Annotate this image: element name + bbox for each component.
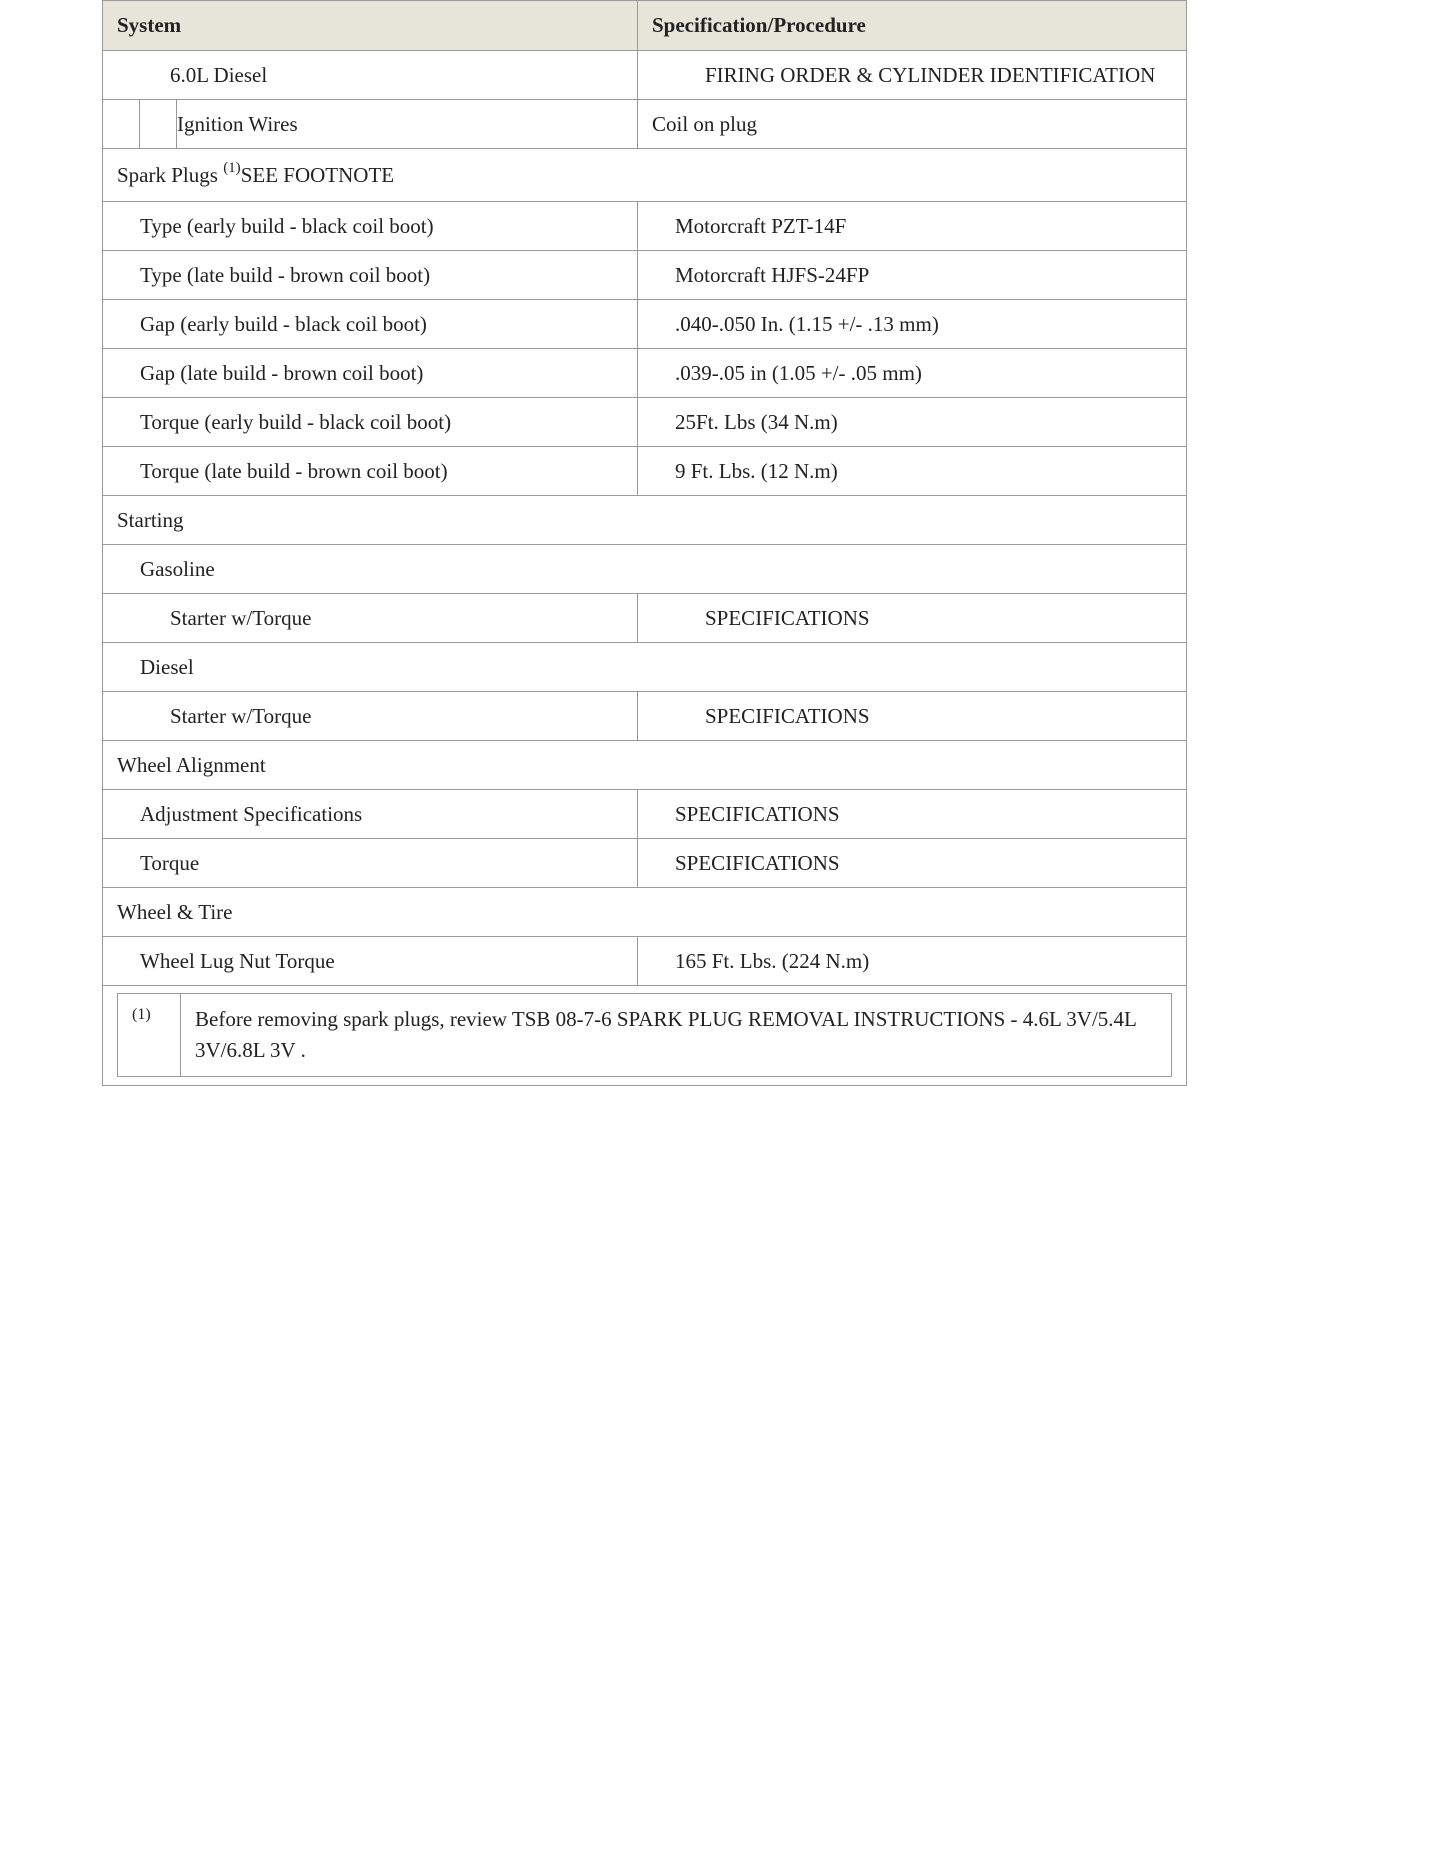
section-row: [103, 149, 1187, 202]
subsection-row: [103, 643, 1187, 692]
system-cell: 6.0L Diesel: [103, 51, 638, 100]
table-row: [103, 349, 1187, 398]
link-firing-order[interactable]: FIRING ORDER & CYLINDER IDENTIFICATION: [638, 51, 1187, 100]
table-row: [103, 251, 1187, 300]
section-label: Spark Plugs: [117, 162, 224, 187]
spec-cell: 165 Ft. Lbs. (224 N.m): [638, 937, 1187, 986]
table-row: [103, 202, 1187, 251]
system-cell: Starter w/Torque: [103, 692, 638, 741]
link-diesel-starter-specifications[interactable]: SPECIFICATIONS: [638, 692, 1187, 741]
indent-spacer: [103, 100, 140, 148]
system-cell: Starter w/Torque: [103, 594, 638, 643]
system-cell: Torque (early build - black coil boot): [103, 398, 638, 447]
header-system: System: [103, 1, 638, 51]
table-row: [103, 839, 1187, 888]
section-row: [103, 496, 1187, 545]
subsection-row: [103, 545, 1187, 594]
footnote-number: (1): [118, 994, 181, 1077]
table-row: [103, 51, 1187, 100]
footnote-table: [117, 993, 1172, 1077]
header-specification: Specification/Procedure: [638, 1, 1187, 51]
specifications-table: [102, 0, 1187, 1086]
footnote-reference[interactable]: (1): [223, 159, 241, 176]
system-cell: Adjustment Specifications: [103, 790, 638, 839]
spec-cell: Motorcraft HJFS-24FP: [638, 251, 1187, 300]
spec-cell: 25Ft. Lbs (34 N.m): [638, 398, 1187, 447]
table-row: [103, 692, 1187, 741]
link-gasoline-starter-specifications[interactable]: SPECIFICATIONS: [638, 594, 1187, 643]
spec-cell: .039-.05 in (1.05 +/- .05 mm): [638, 349, 1187, 398]
table-row: [103, 594, 1187, 643]
table-row: [103, 937, 1187, 986]
spec-cell: 9 Ft. Lbs. (12 N.m): [638, 447, 1187, 496]
footnote-container: [103, 986, 1187, 1086]
footnote-row: [103, 986, 1187, 1086]
spec-cell: .040-.050 In. (1.15 +/- .13 mm): [638, 300, 1187, 349]
section-starting: Starting: [103, 496, 1187, 545]
link-adjustment-specifications[interactable]: SPECIFICATIONS: [638, 790, 1187, 839]
section-wheel-tire: Wheel & Tire: [103, 888, 1187, 937]
system-cell: Wheel Lug Nut Torque: [103, 937, 638, 986]
link-see-footnote[interactable]: SEE FOOTNOTE: [240, 162, 395, 187]
system-cell: Torque (late build - brown coil boot): [103, 447, 638, 496]
table-row: [103, 398, 1187, 447]
table-row: [103, 790, 1187, 839]
table-header-row: [103, 1, 1187, 51]
table-row: [103, 300, 1187, 349]
section-wheel-alignment: Wheel Alignment: [103, 741, 1187, 790]
system-cell-nested: [103, 100, 638, 149]
spec-cell: Motorcraft PZT-14F: [638, 202, 1187, 251]
subsection-gasoline: Gasoline: [103, 545, 1187, 594]
system-cell: Type (late build - brown coil boot): [103, 251, 638, 300]
section-row: [103, 888, 1187, 937]
nested-indent-table: [103, 100, 637, 148]
system-cell: Type (early build - black coil boot): [103, 202, 638, 251]
system-cell: Gap (early build - black coil boot): [103, 300, 638, 349]
section-row: [103, 741, 1187, 790]
subsection-diesel: Diesel: [103, 643, 1187, 692]
system-cell: Torque: [103, 839, 638, 888]
link-torque-specifications[interactable]: SPECIFICATIONS: [638, 839, 1187, 888]
section-spark-plugs: [103, 149, 1187, 202]
table-row: [103, 100, 1187, 149]
system-label: Ignition Wires: [177, 111, 298, 136]
table-row: [103, 447, 1187, 496]
indent-spacer: [140, 100, 177, 148]
spec-cell: Coil on plug: [638, 100, 1187, 149]
system-cell: Gap (late build - brown coil boot): [103, 349, 638, 398]
footnote-text: Before removing spark plugs, review TSB 08-7-6 SPARK PLUG REMOVAL INSTRUCTIONS - 4.6L 3V/5.4L 3V/6.8L 3V .: [181, 994, 1172, 1077]
